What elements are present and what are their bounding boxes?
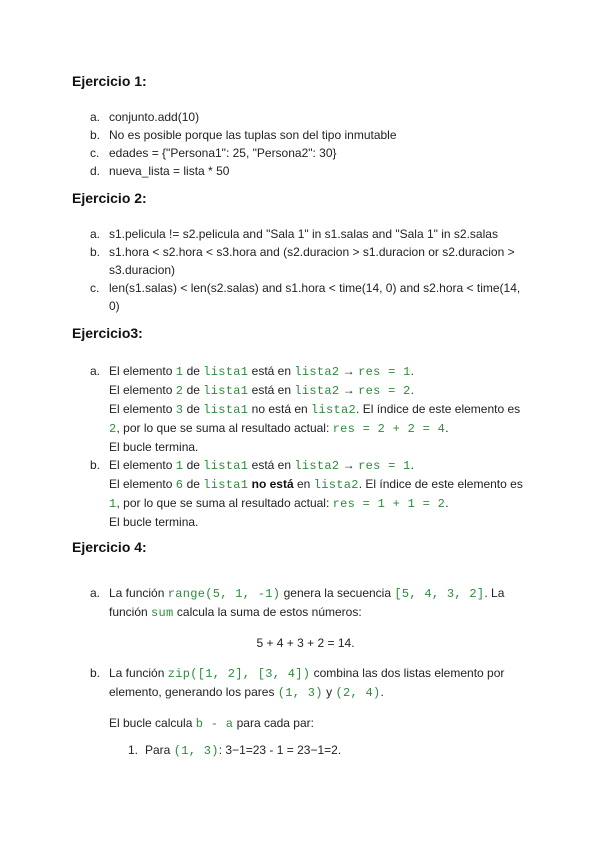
text-line (109, 475, 532, 513)
list-marker: c. (90, 146, 100, 160)
spacer (109, 622, 532, 634)
list-marker: b. (90, 245, 101, 259)
code-span: lista1 (203, 478, 249, 492)
list-marker: b. (90, 128, 101, 142)
text: La función (109, 586, 165, 600)
text: , por lo que se suma al resultado actual: (116, 496, 330, 510)
text: de (186, 364, 200, 378)
sum-equation: 5 + 4 + 3 + 2 = 14. (256, 636, 355, 650)
text: está en (251, 364, 292, 378)
code-span: 1 (175, 365, 184, 379)
text: para cada par: (236, 716, 314, 730)
text-line (109, 584, 532, 622)
code-span: b - a (195, 717, 234, 731)
item-text: conjunto.add(10) (109, 110, 200, 124)
text: . (410, 458, 414, 472)
list-marker: a. (90, 110, 101, 124)
list-marker: b. (90, 666, 101, 680)
item-text: len(s1.salas) < len(s2.salas) and s1.hora < time(14, 0) and s2.hora < time(14, 0) (109, 281, 521, 313)
code-span: res = 2 + 2 = 4 (332, 422, 446, 436)
list-marker: a. (90, 586, 101, 600)
text: . El índice de este elemento es (356, 402, 521, 416)
text: Para (145, 743, 171, 757)
text-line (109, 664, 532, 702)
item-text: s1.pelicula != s2.pelicula and "Sala 1" in s1.salas and "Sala 1" in s2.salas (109, 227, 498, 241)
heading-ejercicio-4: Ejercicio 4: (72, 539, 147, 555)
code-span: res = 1 + 1 = 2 (332, 497, 446, 511)
code-span: 6 (175, 478, 184, 492)
text-line (109, 362, 532, 381)
list-marker: c. (90, 281, 100, 295)
heading-ejercicio-3: Ejercicio3: (72, 325, 143, 341)
text: combina las dos listas elemento por elemento, generando los pares (109, 666, 505, 699)
text: genera la secuencia (283, 586, 392, 600)
text-line (109, 456, 532, 475)
bold-text: no está (251, 477, 294, 491)
code-span: lista2 (294, 365, 340, 379)
text: no está en (251, 402, 308, 416)
code-span: (1, 3) (173, 744, 219, 758)
text: El elemento (109, 458, 173, 472)
code-span: lista1 (203, 365, 249, 379)
text: . (410, 383, 414, 397)
list-item (125, 741, 525, 760)
list-ejercicio-3 (72, 362, 532, 531)
text: y (326, 685, 333, 699)
code-span: [5, 4, 3, 2] (394, 587, 485, 601)
code-span: lista1 (203, 459, 249, 473)
code-span: 2 (175, 384, 184, 398)
list-item (72, 243, 532, 279)
code-span: res = 1 (358, 365, 411, 379)
code-span: lista2 (311, 403, 357, 417)
text: está en (251, 383, 292, 397)
list-item (72, 144, 532, 162)
code-span: 1 (175, 459, 184, 473)
arrow-glyph: → (342, 383, 355, 397)
text: El elemento (109, 383, 173, 397)
text: de (186, 477, 200, 491)
text: . (445, 421, 449, 435)
code-span: res = 1 (358, 459, 411, 473)
code-span: lista2 (294, 384, 340, 398)
code-span: (2, 4) (335, 686, 381, 700)
list-item (72, 456, 532, 531)
text: . (410, 364, 414, 378)
text: El elemento (109, 402, 173, 416)
text: , por lo que se suma al resultado actual: (116, 421, 330, 435)
text-line: El bucle termina. (109, 515, 199, 529)
code-span: lista2 (313, 478, 359, 492)
list-ejercicio-1 (72, 108, 532, 180)
list-item (72, 108, 532, 126)
text: de (186, 383, 200, 397)
text-line (109, 381, 532, 400)
code-span: lista2 (294, 459, 340, 473)
arrow-glyph: → (342, 364, 355, 378)
code-span: sum (151, 606, 174, 620)
item-text: No es posible porque las tuplas son del tipo inmutable (109, 128, 397, 142)
list-marker: a. (90, 364, 101, 378)
list-marker: d. (90, 164, 101, 178)
text: en (297, 477, 311, 491)
text: . (445, 496, 449, 510)
list-ejercicio-2 (72, 225, 532, 315)
list-marker: 1. (128, 743, 139, 757)
text: calcula la suma de estos números: (176, 605, 362, 619)
heading-ejercicio-2: Ejercicio 2: (72, 190, 147, 206)
list-item (72, 279, 532, 315)
list-marker: a. (90, 227, 101, 241)
code-span: 2 (109, 422, 117, 436)
list-item (72, 664, 532, 733)
heading-ejercicio-1: Ejercicio 1: (72, 73, 147, 89)
text: : 3−1=23 - 1 = 23−1=2. (218, 743, 342, 757)
list-marker: b. (90, 458, 101, 472)
list-ejercicio-4 (72, 584, 532, 733)
spacer (109, 652, 532, 664)
text: El elemento (109, 477, 173, 491)
text: . La (484, 586, 505, 600)
code-span: 1 (109, 497, 117, 511)
text-line (109, 400, 532, 438)
item-text: s1.hora < s2.hora < s3.hora and (s2.duracion > s1.duracion or s2.duracion > s3.duracion) (109, 245, 515, 277)
list-item (72, 225, 532, 243)
list-item (72, 584, 532, 664)
text: de (186, 402, 200, 416)
code-span: range(5, 1, -1) (167, 587, 281, 601)
code-span: lista1 (203, 403, 249, 417)
code-span: (1, 3) (277, 686, 323, 700)
sublist-ejercicio-4b (125, 741, 525, 760)
text: función (109, 605, 148, 619)
text: . (380, 685, 384, 699)
text: está en (251, 458, 292, 472)
text: El bucle calcula (109, 716, 193, 730)
code-span: lista1 (203, 384, 249, 398)
list-item (72, 162, 532, 180)
spacer (109, 702, 532, 714)
text: de (186, 458, 200, 472)
arrow-glyph: → (342, 458, 355, 472)
text-line (109, 714, 532, 733)
item-text: nueva_lista = lista * 50 (109, 164, 230, 178)
list-item (72, 126, 532, 144)
code-span: 3 (175, 403, 184, 417)
list-item (72, 362, 532, 456)
item-text: edades = {"Persona1": 25, "Persona2": 30} (109, 146, 337, 160)
text: . El índice de este elemento es (358, 477, 523, 491)
code-span: zip([1, 2], [3, 4]) (167, 667, 311, 681)
text: El elemento (109, 364, 173, 378)
text: La función (109, 666, 165, 680)
text-line: El bucle termina. (109, 440, 199, 454)
code-span: res = 2 (358, 384, 411, 398)
